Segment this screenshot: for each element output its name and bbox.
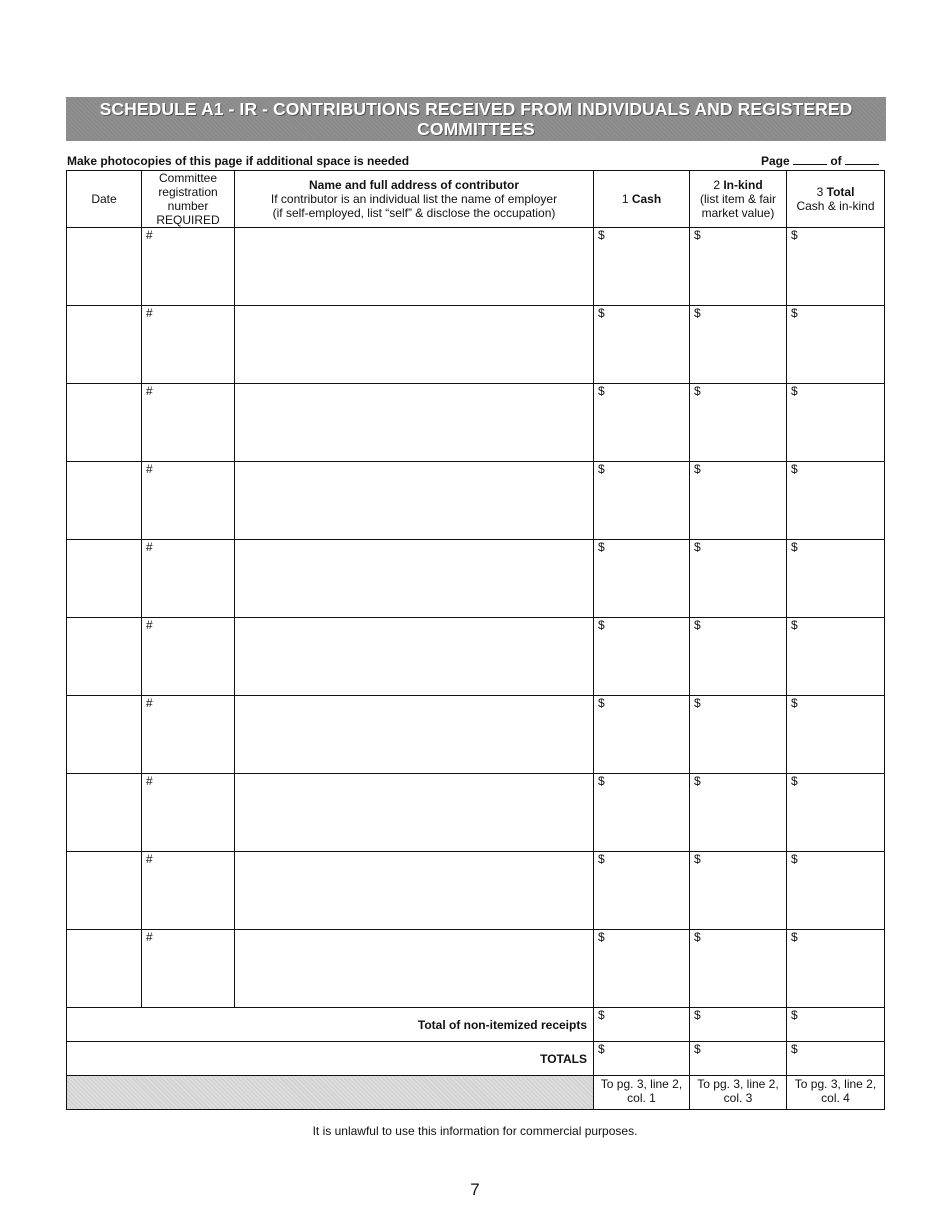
committee-number-cell[interactable] — [142, 696, 235, 774]
dollar-sign: $ — [598, 696, 605, 710]
hash-sign: # — [146, 618, 153, 632]
schedule-title-banner — [66, 97, 886, 141]
carry-forward-row — [67, 1076, 885, 1110]
table-row — [67, 774, 885, 852]
inkind-cell[interactable] — [690, 462, 787, 540]
date-cell[interactable] — [67, 228, 142, 306]
inkind-header-label: In-kind — [723, 178, 763, 192]
to-page-cash: To pg. 3, line 2, col. 1 — [594, 1076, 690, 1110]
total-header — [787, 171, 885, 228]
to-page-inkind: To pg. 3, line 2, col. 3 — [690, 1076, 787, 1110]
contributor-cell[interactable] — [235, 930, 594, 1008]
cash-cell[interactable] — [594, 774, 690, 852]
dollar-sign: $ — [791, 462, 798, 476]
inkind-header — [690, 171, 787, 228]
dollar-sign: $ — [598, 852, 605, 866]
cash-header-label: Cash — [631, 192, 662, 206]
committee-header: Committee registration number REQUIRED — [142, 171, 235, 228]
hash-sign: # — [146, 306, 153, 320]
dollar-sign: $ — [791, 306, 798, 320]
date-cell[interactable] — [67, 462, 142, 540]
dollar-sign: $ — [598, 930, 605, 944]
footer-notice: It is unlawful to use this information for commercial purposes. — [312, 1124, 638, 1138]
cash-cell[interactable] — [594, 930, 690, 1008]
total-cell[interactable] — [787, 774, 885, 852]
cash-cell[interactable] — [594, 696, 690, 774]
contributor-cell[interactable] — [235, 540, 594, 618]
non-itemized-label: Total of non-itemized receipts — [67, 1008, 594, 1042]
total-cell[interactable] — [787, 540, 885, 618]
totals-row — [67, 1042, 885, 1076]
inkind-cell[interactable] — [690, 774, 787, 852]
total-header-num: 3 — [816, 185, 824, 199]
dollar-sign: $ — [791, 540, 798, 554]
total-cell[interactable] — [787, 228, 885, 306]
dollar-sign: $ — [598, 306, 605, 320]
shaded-area — [67, 1076, 594, 1110]
totals-total-cell[interactable] — [787, 1042, 885, 1076]
totals-label: TOTALS — [67, 1042, 594, 1076]
dollar-sign: $ — [694, 540, 701, 554]
dollar-sign: $ — [791, 852, 798, 866]
dollar-sign: $ — [694, 228, 701, 242]
contributor-cell[interactable] — [235, 462, 594, 540]
cash-cell[interactable] — [594, 462, 690, 540]
dollar-sign: $ — [791, 1042, 798, 1056]
totals-cash-cell[interactable] — [594, 1042, 690, 1076]
inkind-cell[interactable] — [690, 696, 787, 774]
inkind-cell[interactable] — [690, 618, 787, 696]
total-cell[interactable] — [787, 930, 885, 1008]
dollar-sign: $ — [598, 618, 605, 632]
schedule-title: SCHEDULE A1 - IR - CONTRIBUTIONS RECEIVED FROM INDIVIDUALS AND REGISTERED COMMITTEES — [99, 99, 853, 139]
inkind-cell[interactable] — [690, 306, 787, 384]
page-number: 7 — [470, 1180, 480, 1199]
dollar-sign: $ — [694, 696, 701, 710]
table-row — [67, 852, 885, 930]
entry-rows — [67, 228, 885, 1008]
totals-inkind-cell[interactable] — [690, 1042, 787, 1076]
committee-number-cell[interactable] — [142, 618, 235, 696]
dollar-sign: $ — [598, 384, 605, 398]
total-header-label: Total — [826, 185, 855, 199]
committee-number-cell[interactable] — [142, 384, 235, 462]
contributor-header-title: Name and full address of contributor — [308, 178, 520, 192]
hash-sign: # — [146, 696, 153, 710]
non-itemized-total-cell[interactable] — [787, 1008, 885, 1042]
contributor-header-line1: If contributor is an individual list the name of employer — [270, 192, 558, 206]
table-row — [67, 384, 885, 462]
to-page-total: To pg. 3, line 2, col. 4 — [787, 1076, 885, 1110]
dollar-sign: $ — [598, 540, 605, 554]
contributor-cell[interactable] — [235, 774, 594, 852]
date-cell[interactable] — [67, 852, 142, 930]
non-itemized-row — [67, 1008, 885, 1042]
photocopy-note: Make photocopies of this page if additional space is needed — [67, 154, 410, 168]
committee-number-cell[interactable] — [142, 852, 235, 930]
dollar-sign: $ — [694, 852, 701, 866]
committee-number-cell[interactable] — [142, 462, 235, 540]
cash-cell[interactable] — [594, 228, 690, 306]
dollar-sign: $ — [791, 228, 798, 242]
table-row — [67, 696, 885, 774]
total-cell[interactable] — [787, 306, 885, 384]
contributor-cell[interactable] — [235, 852, 594, 930]
contributor-cell[interactable] — [235, 384, 594, 462]
cash-cell[interactable] — [594, 306, 690, 384]
non-itemized-inkind-cell[interactable] — [690, 1008, 787, 1042]
total-cell[interactable] — [787, 852, 885, 930]
table-row — [67, 930, 885, 1008]
total-cell[interactable] — [787, 618, 885, 696]
committee-number-cell[interactable] — [142, 540, 235, 618]
table-row — [67, 462, 885, 540]
dollar-sign: $ — [598, 1008, 605, 1022]
committee-number-cell[interactable] — [142, 930, 235, 1008]
dollar-sign: $ — [791, 618, 798, 632]
contributor-cell[interactable] — [235, 228, 594, 306]
total-cell[interactable] — [787, 462, 885, 540]
dollar-sign: $ — [694, 384, 701, 398]
contributor-header — [235, 171, 594, 228]
date-cell[interactable] — [67, 618, 142, 696]
committee-number-cell[interactable] — [142, 306, 235, 384]
dollar-sign: $ — [694, 1008, 701, 1022]
dollar-sign: $ — [791, 696, 798, 710]
total-header-sub: Cash & in-kind — [796, 199, 875, 213]
non-itemized-cash-cell[interactable] — [594, 1008, 690, 1042]
inkind-header-num: 2 — [713, 178, 720, 192]
dollar-sign: $ — [791, 930, 798, 944]
inkind-header-sub: (list item & fair market value) — [699, 192, 776, 220]
date-header: Date — [67, 171, 142, 228]
date-cell[interactable] — [67, 774, 142, 852]
header-row — [67, 171, 885, 228]
table-row — [67, 228, 885, 306]
contributor-header-line2: (if self-employed, list “self” & disclose the occupation) — [272, 206, 556, 220]
inkind-cell[interactable] — [690, 384, 787, 462]
total-cell[interactable] — [787, 384, 885, 462]
dollar-sign: $ — [694, 306, 701, 320]
dollar-sign: $ — [694, 930, 701, 944]
hash-sign: # — [146, 228, 153, 242]
dollar-sign: $ — [598, 228, 605, 242]
cash-header-num: 1 — [621, 192, 629, 206]
hash-sign: # — [146, 930, 153, 944]
dollar-sign: $ — [694, 774, 701, 788]
of-label: of — [830, 154, 842, 168]
dollar-sign: $ — [791, 774, 798, 788]
page-number-field[interactable] — [793, 154, 827, 165]
cash-cell[interactable] — [594, 540, 690, 618]
committee-number-cell[interactable] — [142, 228, 235, 306]
dollar-sign: $ — [598, 462, 605, 476]
date-cell[interactable] — [67, 930, 142, 1008]
dollar-sign: $ — [694, 1042, 701, 1056]
dollar-sign: $ — [598, 774, 605, 788]
cash-cell[interactable] — [594, 852, 690, 930]
page-total-field[interactable] — [845, 154, 879, 165]
hash-sign: # — [146, 384, 153, 398]
dollar-sign: $ — [694, 618, 701, 632]
cash-cell[interactable] — [594, 384, 690, 462]
table-row — [67, 540, 885, 618]
page-indicator — [761, 154, 879, 168]
contributor-cell[interactable] — [235, 696, 594, 774]
hash-sign: # — [146, 852, 153, 866]
date-cell[interactable] — [67, 306, 142, 384]
total-cell[interactable] — [787, 696, 885, 774]
instructions-line — [67, 154, 885, 170]
cash-header — [594, 171, 690, 228]
contributions-table — [66, 170, 885, 1110]
date-cell[interactable] — [67, 540, 142, 618]
page-label: Page — [760, 154, 790, 168]
contributor-cell[interactable] — [235, 306, 594, 384]
inkind-cell[interactable] — [690, 228, 787, 306]
dollar-sign: $ — [791, 384, 798, 398]
dollar-sign: $ — [791, 1008, 798, 1022]
contributor-cell[interactable] — [235, 618, 594, 696]
hash-sign: # — [146, 774, 153, 788]
inkind-cell[interactable] — [690, 852, 787, 930]
hash-sign: # — [146, 540, 153, 554]
table-row — [67, 618, 885, 696]
date-cell[interactable] — [67, 696, 142, 774]
dollar-sign: $ — [598, 1042, 605, 1056]
dollar-sign: $ — [694, 462, 701, 476]
committee-number-cell[interactable] — [142, 774, 235, 852]
date-cell[interactable] — [67, 384, 142, 462]
table-row — [67, 306, 885, 384]
cash-cell[interactable] — [594, 618, 690, 696]
hash-sign: # — [146, 462, 153, 476]
inkind-cell[interactable] — [690, 540, 787, 618]
inkind-cell[interactable] — [690, 930, 787, 1008]
